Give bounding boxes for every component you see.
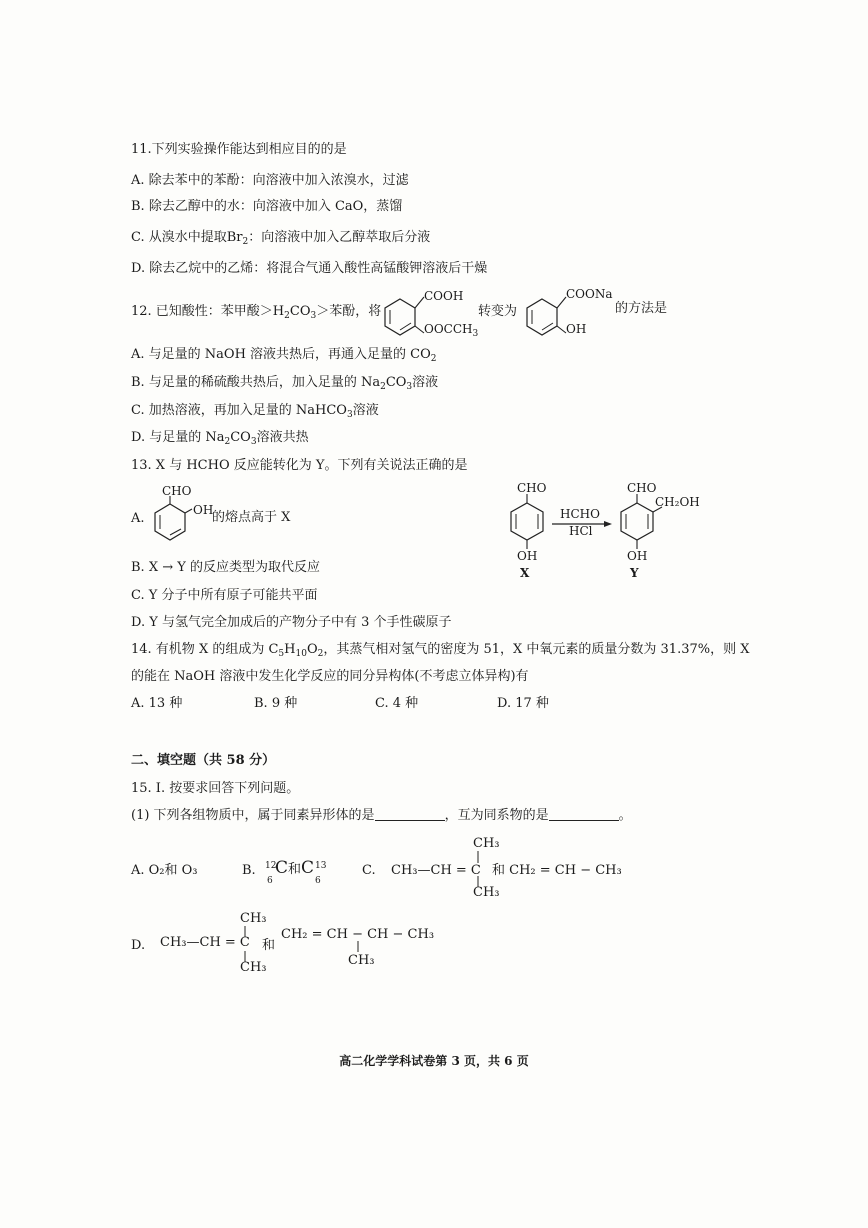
salicylate-oh-label: OH <box>566 322 587 336</box>
q11-stem: 11.下列实验操作能达到相应目的的是 <box>131 142 347 157</box>
c-top-ch3: CH₃ <box>473 836 500 851</box>
aspirin-structure <box>380 295 420 335</box>
q14-option-a: A. 13 种 <box>131 696 183 711</box>
q14-option-d: D. 17 种 <box>497 696 549 711</box>
q14-line1: 14. 有机物 X 的组成为 $C_5H_{10}O_2$，其蒸气相对氢气的密度为 51，X 中氧元素的质量分数为 31.37%，则 X <box>131 642 750 659</box>
q14-line2: 的能在 NaOH 溶液中发生化学反应的同分异构体(不考虑立体异构)有 <box>131 669 529 684</box>
q11-option-c: C. 从溴水中提取$Br_2$：向溶液中加入乙醇萃取后分液 <box>131 230 431 247</box>
c-bottom-ch3: CH₃ <box>473 885 500 900</box>
c-left-formula: CH₃—CH = C <box>391 863 481 878</box>
q11-option-d: D. 除去乙烷中的乙烯：将混合气通入酸性高锰酸钾溶液后干燥 <box>131 261 488 276</box>
y-cho-label: CHO <box>627 481 657 495</box>
x-label: X <box>520 566 530 580</box>
c-branch-bonds <box>476 849 480 889</box>
q11-option-a: A. 除去苯中的苯酚：向溶液中加入浓溴水，过滤 <box>131 173 409 188</box>
salicylaldehyde-structure <box>150 496 190 542</box>
d-right-ch3-sub: CH₃ <box>348 953 375 968</box>
d-top-ch3: CH₃ <box>240 911 267 926</box>
q14-option-b: B. 9 种 <box>254 696 298 711</box>
q15-option-d-label: D. <box>131 938 146 953</box>
q12-method: 的方法是 <box>615 301 668 316</box>
salicylate-coona-label: COONa <box>566 287 613 301</box>
y-label: Y <box>630 566 639 580</box>
x-structure <box>506 494 548 550</box>
q15-sub1: (1) 下列各组物质中，属于同素异形体的是 ，互为同系物的是 。 <box>131 808 632 823</box>
q15-option-c-label: C. <box>362 863 376 878</box>
reagent-hcl: HCl <box>569 524 593 538</box>
c-right-formula: 和 CH₂ = CH − CH₃ <box>492 863 622 878</box>
aspirin-ester-label: $OOCCH_3$ <box>424 322 479 339</box>
page-footer: 高二化学学科试卷第 3 页，共 6 页 <box>339 1054 529 1068</box>
aspirin-cooh-label: COOH <box>424 289 464 303</box>
q12-option-c: C. 加热溶液，再加入足量的 NaHCO$_3$溶液 <box>131 403 379 420</box>
y-oh-label: OH <box>627 549 648 563</box>
d-branch-bonds <box>243 924 247 964</box>
x-cho-label: CHO <box>517 481 547 495</box>
section-2-heading: 二、填空题（共 58 分） <box>131 753 276 768</box>
salicylaldehyde-cho: CHO <box>162 484 192 498</box>
q15-stem: 15. Ⅰ. 按要求回答下列问题。 <box>131 781 300 796</box>
q11-option-b: B. 除去乙醇中的水：向溶液中加入 CaO，蒸馏 <box>131 199 403 214</box>
q13-option-a-label: A. <box>131 511 145 526</box>
q12-convert: 转变为 <box>478 304 518 319</box>
d-left-formula: CH₃—CH = C <box>160 935 250 950</box>
sodium-salicylate-structure <box>522 295 562 335</box>
d-right-formula: CH₂ = CH − CH − CH₃ <box>281 927 435 942</box>
q13-stem: 13. X 与 HCHO 反应能转化为 Y。下列有关说法正确的是 <box>131 458 468 473</box>
q13-option-a-text: 的熔点高于 X <box>212 510 291 525</box>
x-oh-label: OH <box>517 549 538 563</box>
q13-option-c: C. Y 分子中所有原子可能共平面 <box>131 588 318 603</box>
q14-option-c: C. 4 种 <box>375 696 419 711</box>
q12-option-d: D. 与足量的 $Na_2CO_3$溶液共热 <box>131 430 309 447</box>
q13-option-d: D. Y 与氢气完全加成后的产物分子中有 3 个手性碳原子 <box>131 615 452 630</box>
d-and: 和 <box>262 938 276 953</box>
q12-option-b: B. 与足量的稀硫酸共热后，加入足量的 $Na_2CO_3$溶液 <box>131 375 439 392</box>
q13-option-b: B. X → Y 的反应类型为取代反应 <box>131 560 320 575</box>
answer-blank-allotrope[interactable] <box>375 808 445 821</box>
answer-blank-homolog[interactable] <box>549 808 619 821</box>
q15-option-a: A. O₂和 O₃ <box>131 863 198 878</box>
reagent-hcho: HCHO <box>560 507 600 521</box>
salicylaldehyde-oh: OH <box>193 503 214 517</box>
y-ch2oh-label: CH₂OH <box>655 495 700 509</box>
q15-option-b-label: B. <box>242 863 256 878</box>
q12-stem: 12. 已知酸性：苯甲酸$>H_2CO_3>$苯酚，将 <box>131 304 382 321</box>
q12-option-a: A. 与足量的 NaOH 溶液共热后，再通入足量的 $CO_2$ <box>131 347 437 364</box>
d-bottom-ch3: CH₃ <box>240 960 267 975</box>
q15-option-b-isotopes: 12 6 C和C 13 6 <box>265 858 327 886</box>
